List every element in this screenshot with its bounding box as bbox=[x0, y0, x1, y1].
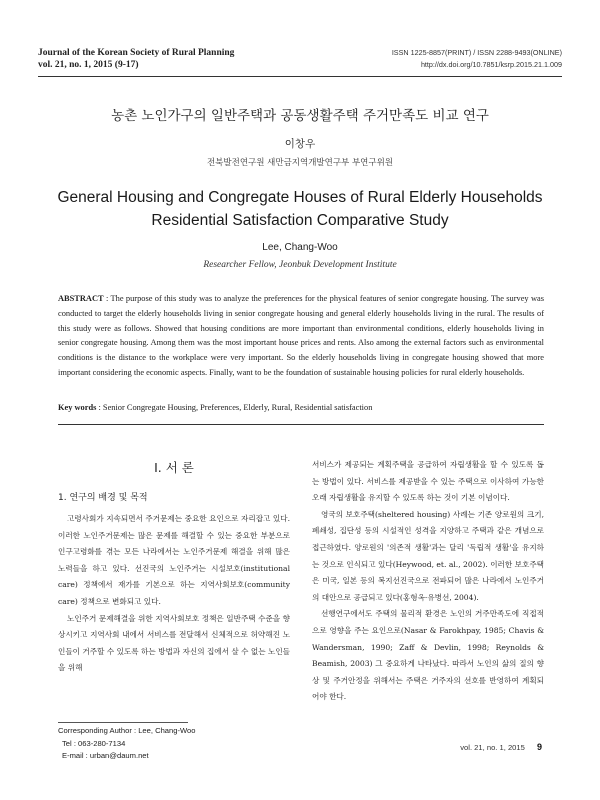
intro-paragraph-2: 노인주거 문제해결을 위한 지역사회보호 정책은 일반주택 수준을 향상시키고 지역사회 내에서 서비스를 전달해서 신체적으로 허약해진 노인들이 거주할 수 있도록 하는 방법과 자신의 집에서 살 수 없는 노인들을 위해 bbox=[58, 613, 290, 673]
left-column bbox=[58, 452, 290, 677]
journal-header bbox=[38, 47, 234, 71]
footnote-author: Corresponding Author : Lee, Chang-Woo bbox=[58, 726, 196, 735]
korean-affiliation: 전북발전연구원 새만금지역개발연구부 부연구위원 bbox=[206, 158, 394, 168]
corresponding-author-footnote bbox=[58, 725, 195, 763]
english-affiliation: Researcher Fellow, Jeonbuk Development Institute bbox=[203, 260, 397, 270]
english-title bbox=[0, 186, 600, 232]
subsection-heading: 1. 연구의 배경 및 목적 bbox=[58, 493, 148, 503]
journal-volume: vol. 21, no. 1, 2015 (9-17) bbox=[38, 60, 139, 70]
journal-name: Journal of the Korean Society of Rural Planning bbox=[38, 48, 235, 58]
keywords-divider bbox=[58, 424, 544, 425]
header-divider bbox=[38, 76, 562, 77]
keywords-text: : Senior Congregate Housing, Preferences, Elderly, Rural, Residential satisfaction bbox=[98, 403, 373, 412]
abstract-text: : The purpose of this study was to analyze the preferences for the physical features of senior congregate housing. The survey was conducted to target the elderly households living in senior congregate housing and general elderly households living in the rural. The results of this study were as follows. Showed that housing conditions are more important than environmental conditions, elderly households living in senior congregate housing. Among them was the most important house prices and rents. Also among the external factors such as environmental conditions is the distance to the workplace were very important. So the elderly households living in congregate housing showed that more important considering the economic aspects. Finally, want to be the foundation of sustainable housing policies for rural elderly households. bbox=[58, 294, 545, 377]
doi-link[interactable]: http://dx.doi.org/10.7851/ksrp.2015.21.1.009 bbox=[420, 60, 562, 69]
english-author: Lee, Chang-Woo bbox=[262, 242, 338, 253]
abstract bbox=[58, 292, 544, 381]
right-paragraph-3: 선행연구에서도 주택의 물리적 환경은 노인의 거주만족도에 직접적으로 영향을 주는 요인으로(Nasar & Farokhpay, 1985; Chavis & Wandersman, 1990; Zaff & Devlin, 1998; Reynolds & Beamish, 2003) 그 중요하게 나타났다. 따라서 노인의 삶의 질의 향상 및 주거안정을 위해서는 주택은 거주자의 선호를 반영하여 계획되어야 한다. bbox=[312, 609, 544, 702]
footer-issue: vol. 21, no. 1, 2015 bbox=[460, 743, 525, 752]
korean-author: 이창우 bbox=[284, 138, 316, 150]
keywords bbox=[58, 401, 544, 415]
page-footer bbox=[460, 742, 542, 752]
footnote-tel: Tel : 063-280-7134 bbox=[62, 738, 126, 748]
right-paragraph-2: 영국의 보호주택(sheltered housing) 사례는 기존 양로원의 크기, 폐쇄성, 집단성 등의 시설적인 성격을 지양하고 주택과 같은 개념으로 접근하였다. 양로원의 '의존적 생활'과는 달리 '독립적 생활'을 유지하는 것으로 인식되고 있다(Heywood, et. al., 2002). 이러한 보호주택은 미국, 일본 등의 복지선진국으로 전파되어 많은 나라에서 노인주거의 대안으로 공급되고 있다(홍형옥·유병선, 2004). bbox=[312, 509, 544, 602]
english-title-line1: General Housing and Congregate Houses of Rural Elderly Households bbox=[57, 189, 543, 206]
korean-title: 농촌 노인가구의 일반주택과 공동생활주택 주거만족도 비교 연구 bbox=[111, 108, 489, 124]
intro-paragraph-1: 고령사회가 지속되면서 주거문제는 중요한 요인으로 자리잡고 있다. 이러한 노인주거문제는 많은 문제를 해결할 수 있는 중요한 부분으로 인구고령화를 겪는 모든 나라에서는 노인주거문제 해결을 위해 많은 노력들을 하고 있다. 선진국의 노인주거는 시설보호(institutional care) 정책에서 재가를 기본으로 하는 지역사회보호(community care) 정책으로 변화되고 있다. bbox=[58, 514, 290, 606]
right-column bbox=[312, 457, 544, 706]
page-number: 9 bbox=[536, 742, 542, 752]
english-title-line2: Residential Satisfaction Comparative Study bbox=[151, 212, 449, 229]
keywords-label: Key words bbox=[58, 403, 97, 412]
issn-header bbox=[392, 47, 562, 71]
section-heading: Ⅰ. 서 론 bbox=[154, 460, 194, 475]
footnote-email[interactable]: E-mail : urban@daum.net bbox=[62, 751, 149, 760]
abstract-label: ABSTRACT bbox=[58, 294, 104, 303]
right-paragraph-1: 서비스가 제공되는 계획주택을 공급하여 자립생활을 할 수 있도록 돕는 방법이 있다. 서비스를 제공받을 수 있는 주택으로 이사하여 가능한 오래 자립생활을 유지할 수 있도록 하는 것이 기본 이념이다. bbox=[312, 460, 544, 503]
issn-text: ISSN 1225-8857(PRINT) / ISSN 2288-9493(ONLINE) bbox=[391, 48, 562, 57]
footnote-divider bbox=[58, 722, 188, 723]
